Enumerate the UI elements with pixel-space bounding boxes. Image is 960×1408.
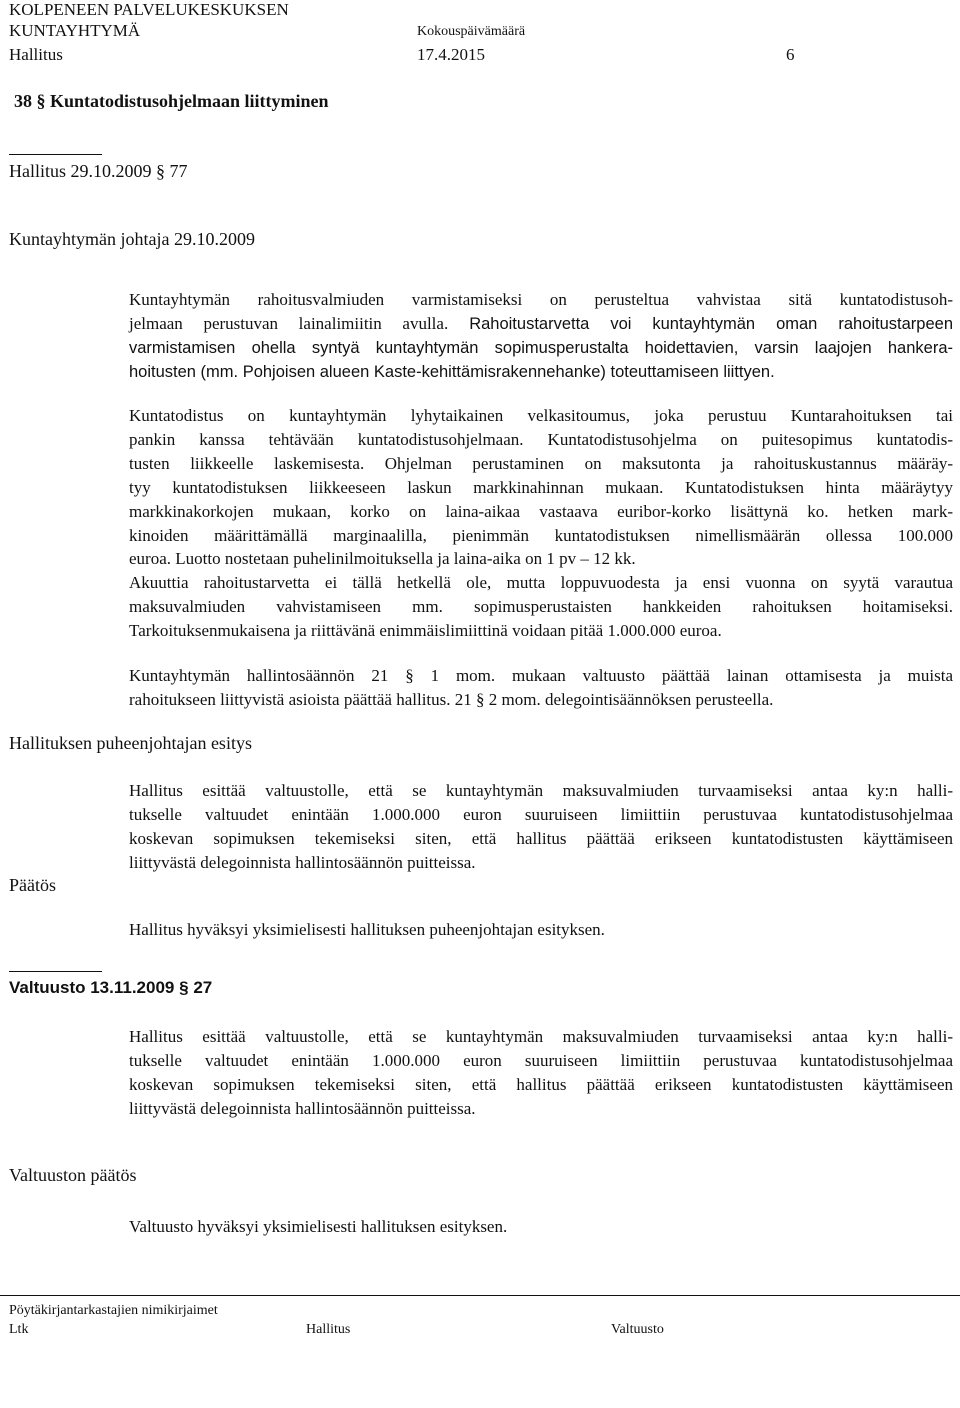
p2-line: maksuvalmiuden vahvistamiseen mm. sopimusperustaisten hankkeiden rahoituksen hoitamiseksi. [129, 597, 953, 617]
footer-rule [0, 1295, 960, 1296]
director-reference: Kuntayhtymän johtaja 29.10.2009 [9, 229, 255, 249]
p2-line: Tarkoituksenmukaisena ja riittävänä enimmäislimiittinä voidaan pitää 1.000.000 euroa. [129, 621, 722, 641]
chair-line: tukselle valtuudet enintään 1.000.000 euron suuruiseen limiittiin perustuvaa kuntatodistusohjelmaa [129, 804, 953, 824]
p3-line: rahoitukseen liittyvistä asioista päättää hallitus. 21 § 2 mom. delegointisäännöksen perusteella. [129, 689, 774, 709]
council-reference [9, 978, 212, 998]
p2-line: markkinakorkojen mukaan, korko on laina-aikaa vastaava euribor-korko lisättynä ko. hetken mark- [129, 501, 953, 521]
footer-col-hallitus: Hallitus [306, 1322, 351, 1337]
p2-line: Kuntatodistus on kuntayhtymän lyhytaikainen velkasitoumus, joka perustuu Kuntarahoituksen tai [129, 406, 953, 425]
council-line: koskevan sopimuksen tekemiseksi siten, että hallitus päättää erikseen kuntatodistusten käyttämiseen [129, 1074, 953, 1094]
p2-line: euroa. Luotto nostetaan puhelinilmoituksella ja laina-aika on 1 pv – 12 kk. [129, 549, 636, 569]
p1-line2-cont: Rahoitustarvetta voi kuntayhtymän oman rahoitustarpeen [448, 314, 953, 333]
council-section: 27 [193, 978, 213, 997]
header-date: 17.4.2015 [417, 45, 485, 64]
council-decision-label: Valtuuston päätös [9, 1165, 137, 1185]
org-name-line1: KOLPENEEN PALVELUKESKUKSEN [9, 0, 289, 19]
section-title: Kuntatodistusohjelmaan liittyminen [50, 91, 329, 111]
p2-line: tusten liikkeelle laskemisesta. Ohjelman perustaminen on maksutonta ja rahoituskustannus määräy- [129, 453, 953, 473]
divider-line [9, 971, 102, 972]
p2-line: pankin kanssa tehtävään kuntatodistusohjelmaan. Kuntatodistusohjelma on puitesopimus kuntatodis- [129, 429, 953, 449]
p3-line: Kuntayhtymän hallintosäännön 21 § 1 mom. mukaan valtuusto päättää lainan ottamisesta ja muista [129, 666, 953, 685]
council-section-sign: § [179, 978, 189, 997]
section-heading [14, 91, 329, 112]
divider-line [9, 154, 102, 155]
meeting-date-label: Kokouspäivämäärä [417, 24, 526, 39]
section-number: 38 [14, 91, 32, 111]
footer-col-ltk: Ltk [9, 1322, 29, 1337]
decision-label: Päätös [9, 875, 56, 895]
chair-line: liittyvästä delegoinnista hallintosäännön puitteissa. [129, 852, 476, 872]
page-number: 6 [786, 45, 795, 64]
council-text [129, 1025, 953, 1121]
council-line: liittyvästä delegoinnista hallintosäännön puitteissa. [129, 1098, 476, 1118]
p2-line: tyy kuntatodistuksen liikkeeseen laskun markkinahinnan mukaan. Kuntatodistuksen hinta määräytyy [129, 477, 953, 497]
chair-proposal-text [129, 779, 953, 875]
p1-line1: Kuntayhtymän rahoitusvalmiuden varmistamiseksi on perusteltua vahvistaa sitä kuntatodistusoh- [129, 290, 953, 309]
section-sign: § [36, 91, 46, 111]
council-ref: Valtuusto 13.11.2009 [9, 978, 175, 997]
org-name-line2: KUNTAYHTYMÄ [9, 21, 141, 40]
chair-line: Hallitus esittää valtuustolle, että se kuntayhtymän maksuvalmiuden turvaamiseksi antaa ky:n halli- [129, 781, 953, 800]
chair-proposal-label: Hallituksen puheenjohtajan esitys [9, 733, 252, 753]
p1-line3: varmistamisen ohella syntyä kuntayhtymän sopimusperustalta hoidettavien, varsin laajojen hankera- [129, 338, 953, 357]
council-decision-text: Valtuusto hyväksyi yksimielisesti hallituksen esityksen. [129, 1217, 508, 1236]
footer-title: Pöytäkirjantarkastajien nimikirjaimet [9, 1303, 218, 1318]
board-section-sign: § [156, 161, 165, 181]
chair-line: koskevan sopimuksen tekemiseksi siten, että hallitus päättää erikseen kuntatodistusten käyttämiseen [129, 828, 953, 848]
board-reference [9, 161, 188, 182]
board-ref: Hallitus 29.10.2009 [9, 161, 152, 181]
p1-line2: jelmaan perustuvan lainalimiitin avulla. [129, 313, 449, 333]
council-line: tukselle valtuudet enintään 1.000.000 euron suuruiseen limiittiin perustuvaa kuntatodistusohjelmaa [129, 1050, 953, 1070]
board-section: 77 [169, 161, 188, 181]
header-body: Hallitus [9, 45, 63, 64]
p1-line2-wrap [129, 312, 953, 337]
p1-line4: hoitusten (mm. Pohjoisen alueen Kaste-kehittämisrakennehanke) toteuttamiseen liittyen. [129, 362, 775, 381]
council-line: Hallitus esittää valtuustolle, että se kuntayhtymän maksuvalmiuden turvaamiseksi antaa ky:n halli- [129, 1027, 953, 1046]
p2-line: Akuuttia rahoitustarvetta ei tällä hetkellä ole, mutta loppuvuodesta ja ensi vuonna on syytä varautua [129, 573, 953, 593]
p2-line: kinoiden määrittämällä marginaalilla, pienimmän kuntatodistuksen nimellismäärän ollessa 100.000 [129, 525, 953, 545]
paragraph-1 [129, 288, 953, 385]
footer-col-valtuusto: Valtuusto [611, 1322, 664, 1337]
paragraph-2 [129, 404, 953, 643]
decision-text: Hallitus hyväksyi yksimielisesti hallituksen puheenjohtajan esityksen. [129, 920, 605, 939]
paragraph-3 [129, 664, 953, 712]
